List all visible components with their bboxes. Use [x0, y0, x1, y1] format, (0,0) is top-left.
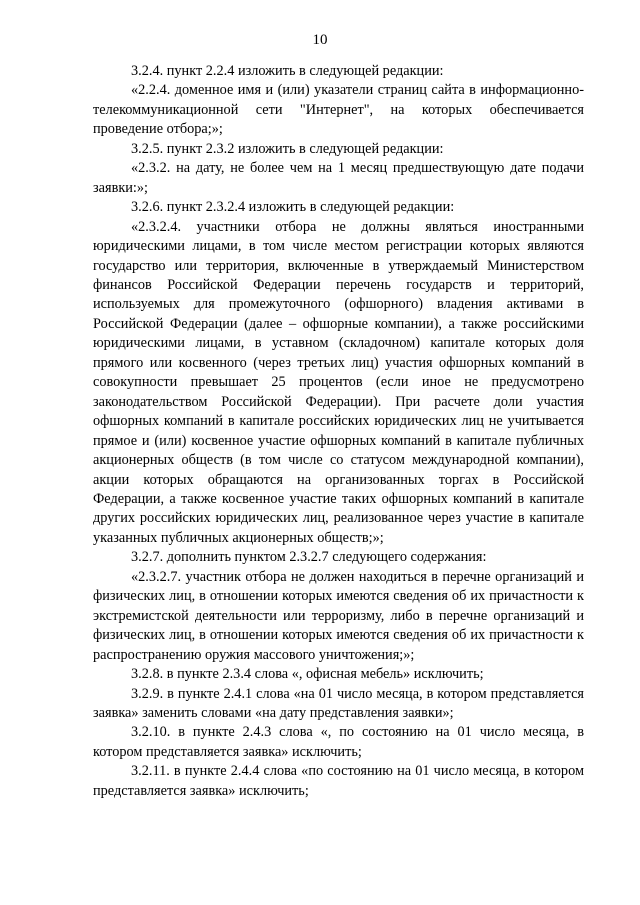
paragraph-3-2-11: 3.2.11. в пункте 2.4.4 слова «по состоянию на 01 число месяца, в котором представляется заявка» исключить;: [93, 763, 584, 799]
paragraph-2-2-4-text: «2.2.4. доменное имя и (или) указатели страниц сайта в информационно-телекоммуникационной сети "Интернет", на которых обеспечивается проведение отбора;»;: [93, 82, 584, 138]
paragraph-3-2-7: 3.2.7. дополнить пунктом 2.3.2.7 следующего содержания:: [131, 549, 487, 566]
paragraph-3-2-9: 3.2.9. в пункте 2.4.1 слова «на 01 число месяца, в котором представляется заявка» заменить словами «на дату представления заявки»;: [93, 685, 584, 721]
paragraph-3-2-10: 3.2.10. в пункте 2.4.3 слова «, по состоянию на 01 число месяца, в котором представляется заявка» исключить;: [93, 724, 584, 760]
paragraph-3-2-4: 3.2.4. пункт 2.2.4 изложить в следующей редакции:: [131, 63, 444, 79]
paragraph-3-2-8: 3.2.8. в пункте 2.3.4 слова «, офисная мебель» исключить;: [131, 666, 484, 683]
document-body: [93, 62, 584, 801]
paragraph-3-2-6: 3.2.6. пункт 2.3.2.4 изложить в следующей редакции:: [131, 199, 455, 216]
paragraph-2-3-2-4-text: «2.3.2.4. участники отбора не должны являться иностранными юридическими лицами, в том числе местом регистрации которых являются государство или территория, включенные в утверждаемый Министерством финансов Российской Федерации перечень государств и территорий, используемых для промежуточного (офшорного) владения активами в Российской Федерации (далее – офшорные компании), а также российскими юридическими лицами, в уставном (складочном) капитале которых доля прямого или косвенного (через третьих лиц) участия офшорных компаний в совокупности превышает 25 процентов (если иное не предусмотрено законодательством Российской Федерации). При расчете доли участия офшорных компаний в капитале российских юридических лиц не учитывается прямое и (или) косвенное участие офшорных компаний в капитале публичных акционерных обществ (в том числе со статусом международной компании), акции которых обращаются на организованных торгах в Российской Федерации, а также косвенное участие таких офшорных компаний в капитале других российских юридических лиц, реализованное через участие в капитале указанных публичных акционерных обществ;»;: [93, 218, 584, 546]
paragraph-3-2-5: 3.2.5. пункт 2.3.2 изложить в следующей редакции:: [131, 140, 444, 157]
page-number: 10: [312, 32, 328, 48]
paragraph-2-3-2-7-text: «2.3.2.7. участник отбора не должен находиться в перечне организаций и физических лиц, в отношении которых имеются сведения об их причастности к экстремистской деятельности или терроризму, либо в перечне организаций и физических лиц, в отношении которых имеются сведения об их причастности к распространению оружия массового уничтожения;»;: [93, 568, 584, 663]
paragraph-2-3-2-text: «2.3.2. на дату, не более чем на 1 месяц предшествующую дате подачи заявки:»;: [93, 160, 584, 196]
